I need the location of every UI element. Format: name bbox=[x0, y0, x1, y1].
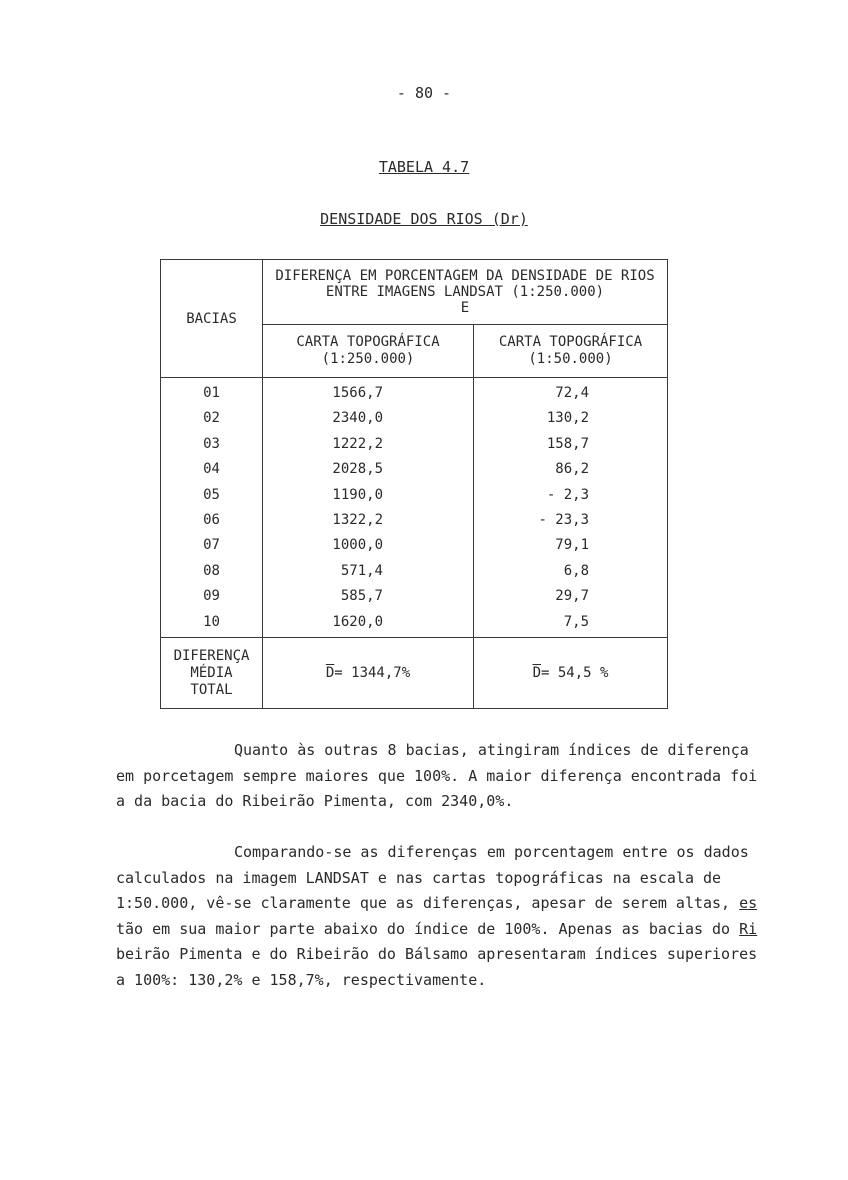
cell-bacia: 05 bbox=[161, 483, 263, 508]
total-b-value: = 54,5 % bbox=[541, 665, 609, 682]
total-value-250 bbox=[263, 638, 474, 709]
cell-bacia: 04 bbox=[161, 457, 263, 482]
table-row bbox=[161, 483, 668, 508]
cell-carta-250: 2028,5 bbox=[263, 457, 474, 482]
paragraph-line: em porcetagem sempre maiores que 100%. A maior diferença encontrada foi bbox=[116, 766, 758, 785]
page-number: - 80 - bbox=[396, 84, 452, 102]
header-line-1: DIFERENÇA EM PORCENTAGEM DA DENSIDADE DE RIOS bbox=[275, 268, 655, 284]
density-table bbox=[160, 259, 668, 709]
paragraph-line: tão em sua maior parte abaixo do índice de 100%. Apenas as bacias do Ri bbox=[116, 919, 758, 938]
col-header-carta-250 bbox=[263, 325, 474, 378]
total-value-50 bbox=[474, 638, 668, 709]
table-row bbox=[161, 406, 668, 431]
cell-bacia: 02 bbox=[161, 406, 263, 431]
cell-bacia: 07 bbox=[161, 533, 263, 558]
table-row bbox=[161, 610, 668, 638]
cell-carta-50: 158,7 bbox=[474, 432, 668, 457]
cell-bacia: 06 bbox=[161, 508, 263, 533]
cell-carta-250: 1190,0 bbox=[263, 483, 474, 508]
table-row bbox=[161, 378, 668, 407]
cell-carta-250: 1322,2 bbox=[263, 508, 474, 533]
total-label bbox=[161, 638, 263, 709]
col-b-scale: (1:50.000) bbox=[528, 351, 613, 367]
paragraph-line: beirão Pimenta e do Ribeirão do Bálsamo apresentaram índices superiores bbox=[116, 945, 758, 963]
table-row bbox=[161, 559, 668, 584]
cell-carta-50: 86,2 bbox=[474, 457, 668, 482]
col-a-title: CARTA TOPOGRÁFICA bbox=[296, 334, 440, 350]
table-row bbox=[161, 432, 668, 457]
paragraph-line: Comparando-se as diferenças em porcentagem entre os dados bbox=[234, 843, 749, 861]
cell-carta-50: - 23,3 bbox=[474, 508, 668, 533]
cell-carta-50: - 2,3 bbox=[474, 483, 668, 508]
cell-carta-250: 585,7 bbox=[263, 584, 474, 609]
col-header-carta-50 bbox=[474, 325, 668, 378]
cell-bacia: 09 bbox=[161, 584, 263, 609]
d-bar-symbol: $\overline{D}$ bbox=[325, 665, 335, 682]
paragraph-line: Quanto às outras 8 bacias, atingiram índices de diferença bbox=[234, 741, 749, 759]
cell-bacia: 01 bbox=[161, 378, 263, 407]
header-line-2: ENTRE IMAGENS LANDSAT (1:250.000) bbox=[325, 284, 605, 300]
paragraph-1 bbox=[116, 738, 758, 815]
cell-carta-50: 7,5 bbox=[474, 610, 668, 638]
cell-carta-50: 130,2 bbox=[474, 406, 668, 431]
paragraph-line: a 100%: 130,2% e 158,7%, respectivamente. bbox=[116, 970, 487, 989]
cell-carta-250: 1000,0 bbox=[263, 533, 474, 558]
cell-carta-250: 1566,7 bbox=[263, 378, 474, 407]
total-label-2: MÉDIA bbox=[190, 664, 233, 681]
col-header-bacias: BACIAS bbox=[161, 260, 263, 378]
cell-bacia: 03 bbox=[161, 432, 263, 457]
cell-carta-50: 6,8 bbox=[474, 559, 668, 584]
paragraph-2 bbox=[116, 840, 758, 993]
header-line-3: E bbox=[460, 300, 470, 316]
table-row bbox=[161, 457, 668, 482]
col-b-title: CARTA TOPOGRÁFICA bbox=[498, 334, 643, 350]
paragraph-line: a da bacia do Ribeirão Pimenta, com 2340,0%. bbox=[116, 792, 514, 810]
d-bar-symbol: $\overline{D}$ bbox=[532, 665, 541, 682]
cell-carta-250: 1222,2 bbox=[263, 432, 474, 457]
cell-carta-250: 2340,0 bbox=[263, 406, 474, 431]
total-label-1: DIFERENÇA bbox=[173, 647, 250, 664]
cell-carta-250: 1620,0 bbox=[263, 610, 474, 638]
cell-carta-250: 571,4 bbox=[263, 559, 474, 584]
table-subtitle: DENSIDADE DOS RIOS (Dr) bbox=[320, 210, 528, 228]
col-header-group bbox=[263, 260, 668, 325]
cell-bacia: 08 bbox=[161, 559, 263, 584]
cell-carta-50: 72,4 bbox=[474, 378, 668, 407]
col-a-scale: (1:250.000) bbox=[321, 351, 415, 367]
cell-carta-50: 29,7 bbox=[474, 584, 668, 609]
table-row bbox=[161, 508, 668, 533]
paragraph-line: calculados na imagem LANDSAT e nas cartas topográficas na escala de bbox=[116, 868, 722, 887]
paragraph-line: 1:50.000, vê-se claramente que as diferenças, apesar de serem altas, es bbox=[116, 894, 758, 912]
table-title: TABELA 4.7 bbox=[378, 158, 470, 176]
table-row bbox=[161, 533, 668, 558]
table-row bbox=[161, 584, 668, 609]
cell-bacia: 10 bbox=[161, 610, 263, 638]
cell-carta-50: 79,1 bbox=[474, 533, 668, 558]
total-a-value: = 1344,7% bbox=[334, 665, 411, 682]
total-label-3: TOTAL bbox=[190, 681, 233, 698]
